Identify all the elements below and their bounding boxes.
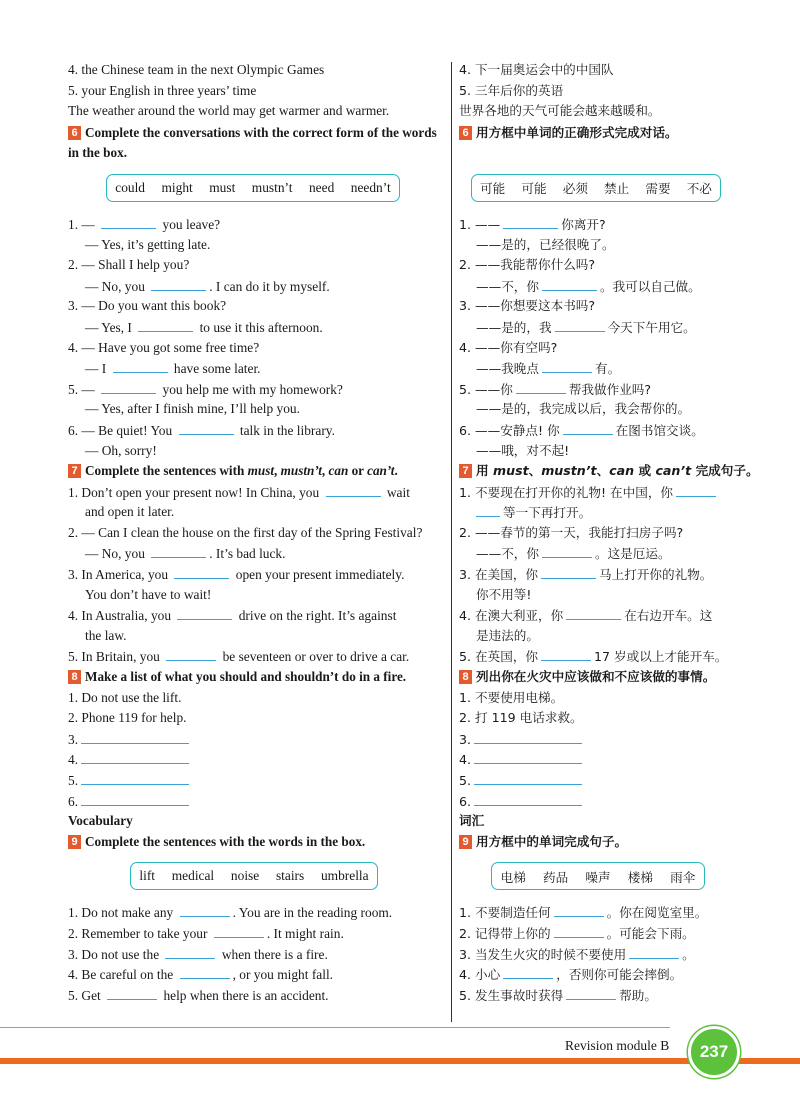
answer-blank[interactable]	[516, 379, 566, 394]
question-line: 4. ——你有空吗?	[459, 339, 558, 355]
word-box-item: could	[115, 179, 145, 195]
answer-blank[interactable]	[474, 770, 582, 785]
section-number-badge: 8	[68, 670, 81, 684]
answer-blank[interactable]	[138, 317, 193, 332]
text-line: The weather around the world may get warmer and warmer.	[68, 103, 390, 119]
list-item: 6.	[68, 791, 450, 812]
question-line-cont: 等一下再打开。	[459, 502, 749, 523]
answer-line: ——是的，已经很晚了。	[476, 236, 615, 252]
list-item: 2. Phone 119 for help.	[68, 710, 187, 726]
answer-blank[interactable]	[81, 770, 189, 785]
answer-blank[interactable]	[542, 276, 597, 291]
answer-blank[interactable]	[566, 605, 621, 620]
section-6-title-cont: in the box.	[68, 145, 127, 161]
section-number-badge: 9	[68, 835, 81, 849]
answer-line: ——哦，对不起!	[476, 442, 570, 458]
word-box-item: 电梯	[500, 869, 526, 885]
question-line: 6. — Be quiet! You talk in the library.	[68, 420, 450, 441]
answer-blank[interactable]	[541, 646, 591, 661]
answer-blank[interactable]	[554, 923, 604, 938]
question-line: 3. Do not use the when there is a fire.	[68, 944, 450, 965]
list-item: 1. 不要使用电梯。	[459, 689, 564, 705]
list-item: 4.	[459, 749, 749, 770]
answer-blank[interactable]	[629, 944, 679, 959]
question-line: 1. Don’t open your present now! In China, you wait	[68, 482, 450, 503]
question-line: 2. — Shall I help you?	[68, 257, 190, 273]
question-line: 4. Be careful on the , or you might fall.	[68, 964, 450, 985]
answer-line: ——不，你 。我可以自己做。	[459, 276, 749, 297]
word-box-item: 噪声	[585, 869, 611, 885]
answer-line: — Yes, after I finish mine, I’ll help you.	[85, 401, 300, 417]
answer-blank[interactable]	[542, 358, 592, 373]
word-box-item: stairs	[275, 868, 305, 884]
word-box-item: medical	[171, 868, 215, 884]
question-line: 3. In America, you open your present immediately.	[68, 564, 450, 585]
question-line: 4. In Australia, you drive on the right. It’s against	[68, 605, 450, 626]
answer-line: — No, you . I can do it by myself.	[68, 276, 450, 297]
list-item: 6.	[459, 791, 749, 812]
question-line: 4. 小心 ，否则你可能会摔倒。	[459, 964, 749, 985]
word-box-item: 禁止	[604, 181, 630, 197]
text-line: 5. 三年后你的英语	[459, 82, 564, 98]
word-box	[106, 174, 400, 202]
question-line: 3. ——你想要这本书吗?	[459, 298, 596, 314]
word-box-item: needn’t	[350, 179, 391, 195]
section-number-badge: 6	[68, 126, 81, 140]
word-box-item: might	[161, 179, 193, 195]
word-box-item: 可能	[480, 181, 506, 197]
answer-line: ——不，你 。这是厄运。	[459, 543, 749, 564]
question-line-cont: You don’t have to wait!	[85, 586, 212, 602]
word-box-item: 楼梯	[627, 869, 653, 885]
question-line-cont: 你不用等!	[476, 586, 532, 602]
word-box-item: must	[209, 179, 236, 195]
answer-blank[interactable]	[165, 944, 215, 959]
answer-blank[interactable]	[474, 749, 582, 764]
section-6-title: 6 Complete the conversations with the correct form of the words	[68, 123, 450, 144]
footer-bar	[0, 1058, 800, 1064]
text-line: 4. 下一届奥运会中的中国队	[459, 62, 614, 77]
answer-blank[interactable]	[101, 379, 156, 394]
question-line: 4. 在澳大利亚，你 在右边开车。这	[459, 605, 749, 626]
word-box-item: 必须	[562, 181, 588, 197]
word-box	[471, 174, 721, 202]
section-8-title: 8 Make a list of what you should and shouldn’t do in a fire.	[68, 667, 450, 688]
question-line-cont: and open it later.	[85, 504, 175, 520]
question-line: 2. ——春节的第一天，我能打扫房子吗?	[459, 524, 684, 540]
question-line: 3. 当发生火灾的时候不要使用 。	[459, 944, 749, 965]
list-item: 4.	[68, 749, 450, 770]
question-line: 5. ——你 帮我做作业吗?	[459, 379, 749, 400]
vocabulary-heading: 词汇	[459, 813, 485, 829]
answer-line: — Yes, it’s getting late.	[85, 236, 211, 252]
answer-line: — I have some later.	[68, 358, 450, 379]
question-line-cont: 是违法的。	[476, 627, 539, 643]
question-line: 5. 在英国，你 17 岁或以上才能开车。	[459, 646, 749, 667]
answer-line: — Oh, sorry!	[85, 442, 157, 458]
list-item: 5.	[459, 770, 749, 791]
question-line: 5. Get help when there is an accident.	[68, 985, 450, 1006]
text-line: 5. your English in three years’ time	[68, 82, 257, 98]
chinese-column	[459, 60, 759, 1005]
answer-blank[interactable]	[101, 214, 156, 229]
answer-line: — Yes, I to use it this afternoon.	[68, 317, 450, 338]
answer-blank[interactable]	[179, 420, 234, 435]
section-number-badge: 8	[459, 670, 472, 684]
english-column	[68, 60, 450, 1005]
answer-blank[interactable]	[474, 729, 582, 744]
word-box-item: umbrella	[320, 868, 369, 884]
word-box-item: need	[308, 179, 335, 195]
section-6-title: 6 用方框中单词的正确形式完成对话。	[459, 123, 749, 144]
word-box-item: mustn’t	[251, 179, 293, 195]
answer-blank[interactable]	[563, 420, 613, 435]
spacer	[459, 143, 749, 164]
list-item: 3.	[459, 729, 749, 750]
question-line-cont: the law.	[85, 627, 127, 643]
list-item: 2. 打 119 电话求救。	[459, 710, 583, 726]
answer-line: — No, you . It’s bad luck.	[68, 543, 450, 564]
word-box-item: lift	[139, 868, 155, 884]
word-box-item: 不必	[686, 181, 712, 197]
question-line: 1. 不要现在打开你的礼物! 在中国，你	[459, 482, 749, 503]
answer-blank[interactable]	[107, 985, 157, 1000]
question-line: 1. —— 你离开?	[459, 214, 749, 235]
answer-blank[interactable]	[177, 605, 232, 620]
answer-blank[interactable]	[113, 358, 168, 373]
vocabulary-heading: Vocabulary	[68, 813, 133, 829]
answer-blank[interactable]	[555, 317, 605, 332]
question-line: 3. 在美国，你 马上打开你的礼物。	[459, 564, 749, 585]
text-line: 4. the Chinese team in the next Olympic Games	[68, 62, 325, 77]
word-box-item: 雨伞	[670, 869, 696, 885]
answer-blank[interactable]	[503, 214, 558, 229]
text-line: 世界各地的天气可能会越来越暖和。	[459, 103, 661, 119]
section-9-title: 9 用方框中的单词完成句子。	[459, 832, 749, 853]
question-line: 6. ——安静点! 你 在图书馆交谈。	[459, 420, 749, 441]
answer-blank[interactable]	[554, 902, 604, 917]
section-8-title: 8 列出你在火灾中应该做和不应该做的事情。	[459, 667, 749, 688]
answer-blank[interactable]	[214, 923, 264, 938]
footer-rule	[0, 1027, 670, 1028]
question-line: 1. — you leave?	[68, 214, 450, 235]
answer-blank[interactable]	[474, 791, 582, 806]
answer-blank[interactable]	[174, 564, 229, 579]
answer-blank[interactable]	[151, 276, 206, 291]
question-line: 2. 记得带上你的 。可能会下雨。	[459, 923, 749, 944]
list-item: 5.	[68, 770, 450, 791]
question-line: 5. — you help me with my homework?	[68, 379, 450, 400]
answer-blank[interactable]	[676, 482, 716, 497]
column-divider	[451, 62, 452, 1022]
section-7-title: 7 Complete the sentences with must, mustn’t, can or can’t.	[68, 461, 450, 482]
answer-line: ——我晚点 有。	[459, 358, 749, 379]
answer-blank[interactable]	[541, 564, 596, 579]
word-box	[491, 862, 705, 890]
question-line: 2. ——我能帮你什么吗?	[459, 257, 596, 273]
footer-module-title: Revision module B	[565, 1038, 670, 1053]
question-line: 1. Do not make any . You are in the reading room.	[68, 902, 450, 923]
word-box-item: noise	[230, 868, 260, 884]
page-number-badge: 237	[688, 1026, 740, 1078]
answer-blank[interactable]	[151, 543, 206, 558]
question-line: 2. — Can I clean the house on the first day of the Spring Festival?	[68, 524, 423, 540]
word-box-item: 需要	[645, 181, 671, 197]
answer-blank[interactable]	[81, 729, 189, 744]
question-line: 4. — Have you got some free time?	[68, 339, 260, 355]
section-number-badge: 9	[459, 835, 472, 849]
section-9-title: 9 Complete the sentences with the words in the box.	[68, 832, 450, 853]
answer-blank[interactable]	[166, 646, 216, 661]
section-number-badge: 6	[459, 126, 472, 140]
answer-line: ——是的，我完成以后，我会帮你的。	[476, 401, 691, 417]
question-line: 1. 不要制造任何 。你在阅览室里。	[459, 902, 749, 923]
answer-blank[interactable]	[566, 985, 616, 1000]
answer-blank[interactable]	[542, 543, 592, 558]
question-line: 3. — Do you want this book?	[68, 298, 227, 314]
answer-blank[interactable]	[81, 791, 189, 806]
answer-blank[interactable]	[180, 964, 230, 979]
word-box-item: 药品	[542, 869, 569, 885]
question-line: 5. In Britain, you be seventeen or over to drive a car.	[68, 646, 450, 667]
section-7-title: 7 用 must、mustn’t、can 或 can’t 完成句子。	[459, 461, 749, 482]
section-number-badge: 7	[459, 464, 472, 478]
list-item: 3.	[68, 729, 450, 750]
answer-blank[interactable]	[476, 502, 500, 517]
word-box-item: 可能	[521, 181, 547, 197]
section-number-badge: 7	[68, 464, 81, 478]
answer-blank[interactable]	[326, 482, 381, 497]
question-line: 5. 发生事故时获得 帮助。	[459, 985, 749, 1006]
answer-blank[interactable]	[180, 902, 230, 917]
answer-blank[interactable]	[503, 964, 553, 979]
answer-line: ——是的，我 今天下午用它。	[459, 317, 749, 338]
question-line: 2. Remember to take your . It might rain.	[68, 923, 450, 944]
list-item: 1. Do not use the lift.	[68, 689, 182, 705]
answer-blank[interactable]	[81, 749, 189, 764]
word-box	[130, 862, 378, 890]
